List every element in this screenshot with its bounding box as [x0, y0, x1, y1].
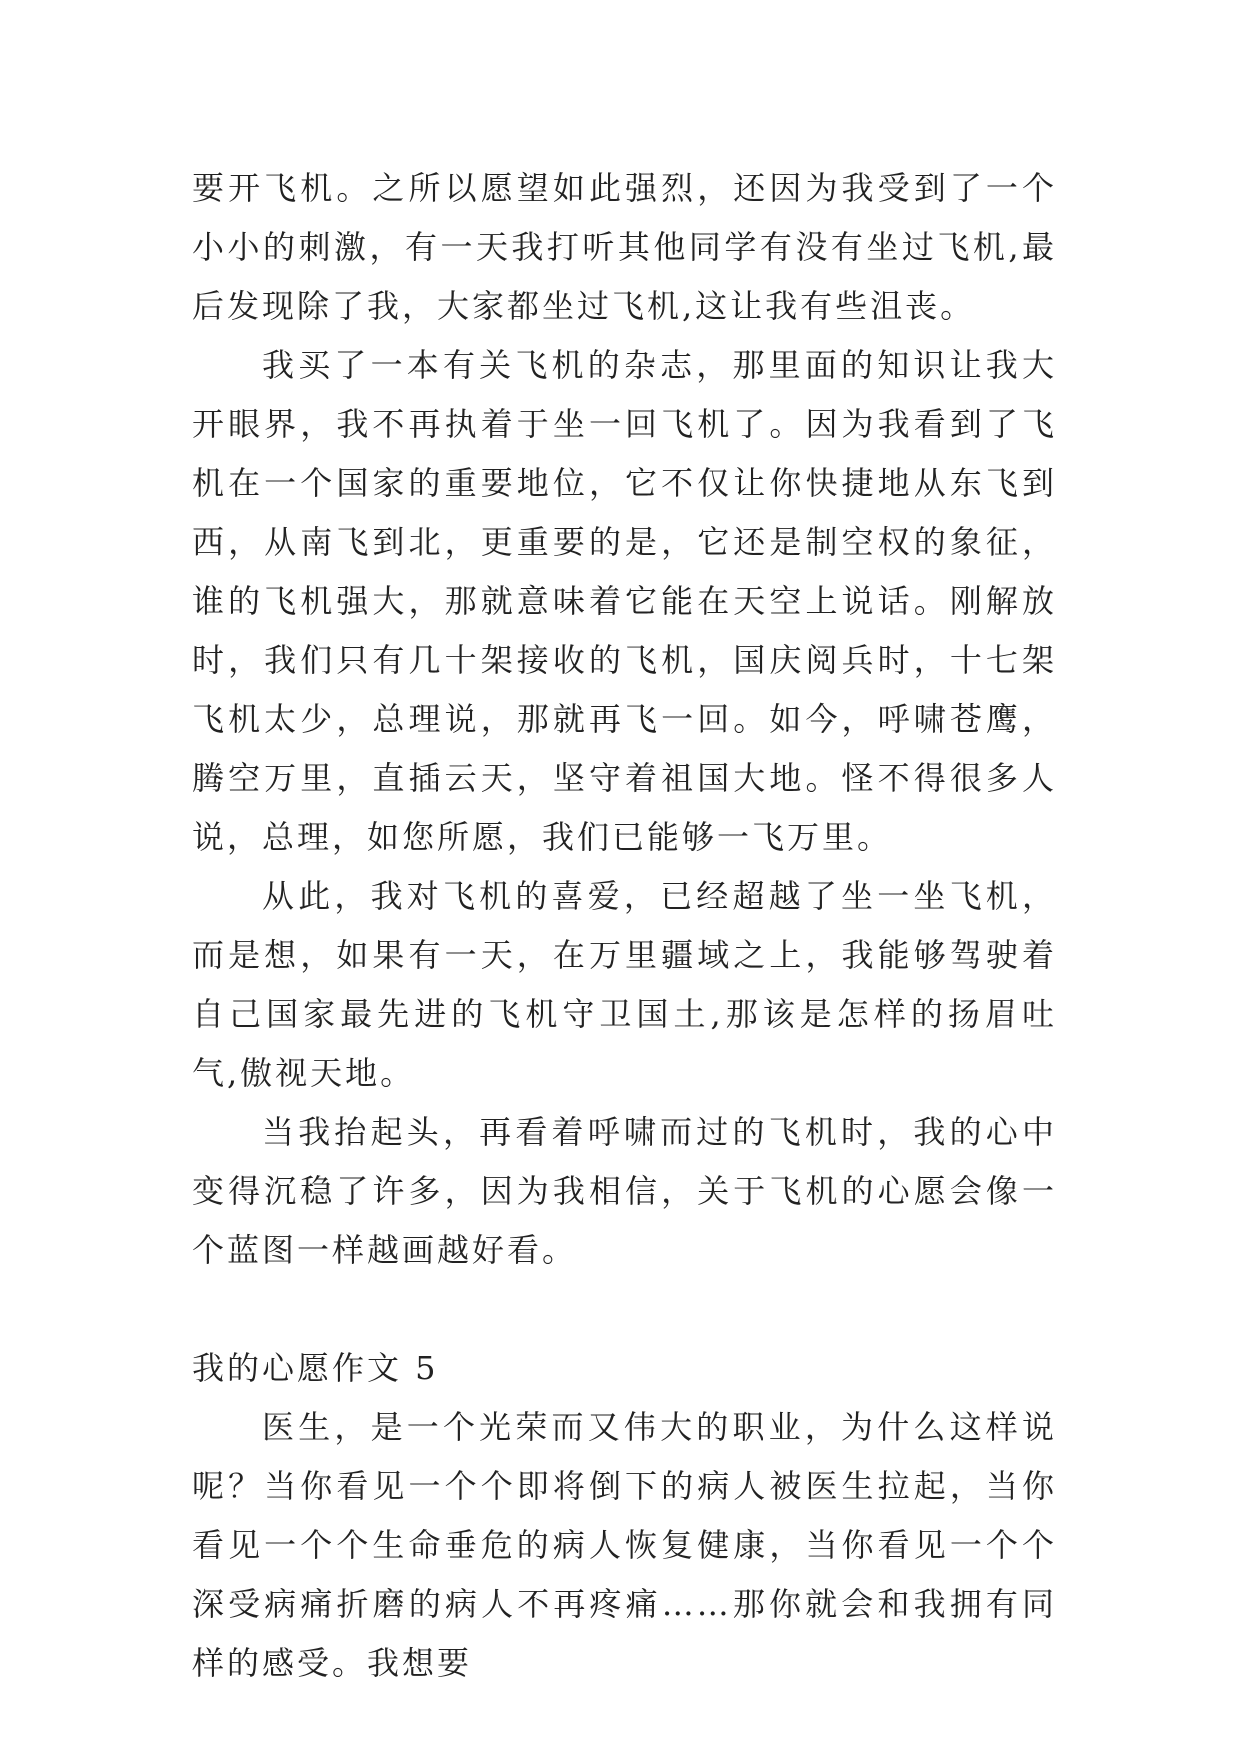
section-gap	[192, 1280, 1057, 1339]
paragraph-5: 医生，是一个光荣而又伟大的职业，为什么这样说呢？当你看见一个个即将倒下的病人被医生拉起，当你看见一个个生命垂危的病人恢复健康，当你看见一个个深受病痛折磨的病人不再疼痛……那你就会和我拥有同样的感受。我想要	[192, 1408, 1057, 1682]
paragraph-1: 要开飞机。之所以愿望如此强烈，还因为我受到了一个小小的刺激，有一天我打听其他同学有没有坐过飞机,最后发现除了我，大家都坐过飞机,这让我有些沮丧。	[192, 169, 1057, 325]
document-body	[192, 159, 1057, 1693]
section-title: 我的心愿作文 5	[192, 1349, 439, 1387]
paragraph-4: 当我抬起头，再看着呼啸而过的飞机时，我的心中变得沉稳了许多，因为我相信，关于飞机的心愿会像一个蓝图一样越画越好看。	[192, 1113, 1057, 1269]
paragraph-3: 从此，我对飞机的喜爱，已经超越了坐一坐飞机，而是想，如果有一天，在万里疆域之上，我能够驾驶着自己国家最先进的飞机守卫国土,那该是怎样的扬眉吐气,傲视天地。	[192, 877, 1057, 1092]
paragraph-2: 我买了一本有关飞机的杂志，那里面的知识让我大开眼界，我不再执着于坐一回飞机了。因为我看到了飞机在一个国家的重要地位，它不仅让你快捷地从东飞到西，从南飞到北，更重要的是，它还是制空权的象征，谁的飞机强大，那就意味着它能在天空上说话。刚解放时，我们只有几十架接收的飞机，国庆阅兵时，十七架飞机太少，总理说，那就再飞一回。如今，呼啸苍鹰，腾空万里，直插云天，坚守着祖国大地。怪不得很多人说，总理，如您所愿，我们已能够一飞万里。	[192, 346, 1057, 856]
